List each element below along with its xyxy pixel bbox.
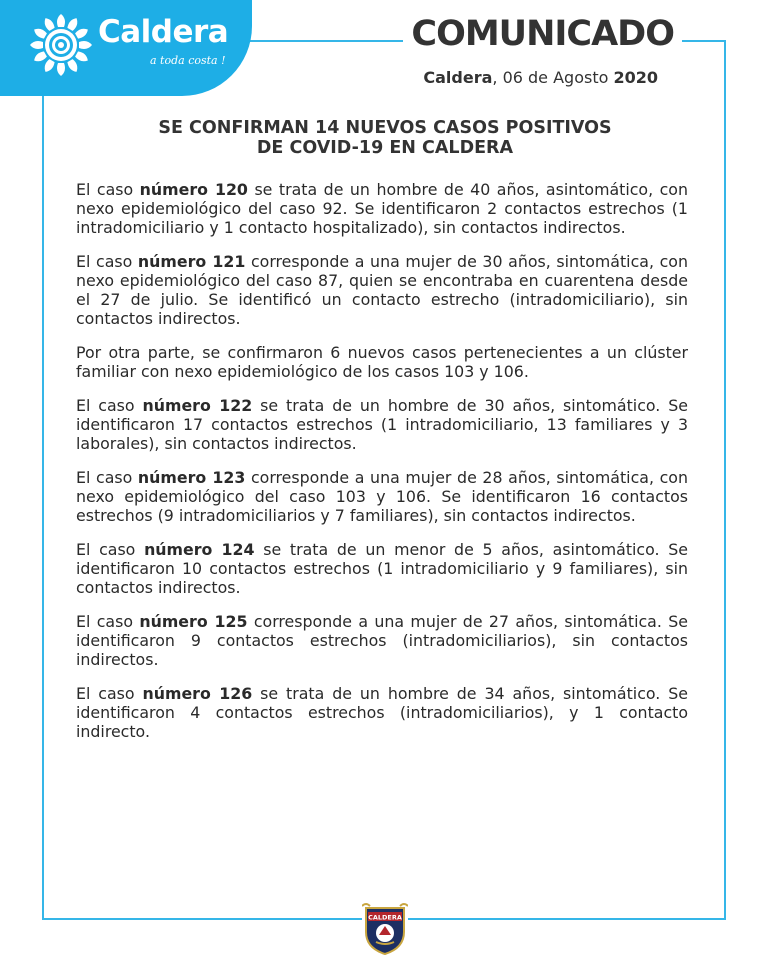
paragraph-text: El caso bbox=[76, 180, 140, 199]
caldera-logo bbox=[0, 0, 252, 96]
paragraph-text: Por otra parte, se confirmaron 6 nuevos casos pertenecientes a un clúster familiar con nexo epidemiológico de los casos 103 y 106. bbox=[76, 343, 688, 381]
headline-line-2: DE COVID-19 EN CALDERA bbox=[256, 138, 514, 158]
case-number: número 122 bbox=[142, 396, 253, 415]
headline bbox=[90, 118, 680, 158]
paragraph-text: El caso bbox=[76, 396, 143, 415]
logo-tagline: a toda costa ! bbox=[150, 54, 226, 67]
case-number: número 125 bbox=[139, 612, 248, 631]
municipal-crest-icon bbox=[362, 902, 408, 956]
date-city: Caldera bbox=[423, 68, 493, 87]
date-day-month: , 06 de Agosto bbox=[492, 68, 614, 87]
shield-icon bbox=[362, 902, 408, 956]
logo-wordmark: Caldera bbox=[98, 14, 229, 50]
date-line bbox=[423, 68, 658, 87]
paragraph-text: El caso bbox=[76, 612, 140, 631]
paragraph-text: se trata de un menor de 5 años, asintomático. Se identificaron 10 contactos estrechos (1 intradomiciliario y 9 familiares), sin contactos indirectos. bbox=[76, 540, 688, 597]
paragraph-text: corresponde a una mujer de 27 años, sintomática. Se identificaron 9 contactos estrechos (intradomiciliarios), sin contactos indirectos. bbox=[76, 612, 688, 669]
case-number: número 123 bbox=[137, 468, 246, 487]
paragraph bbox=[76, 540, 688, 597]
case-number: número 126 bbox=[142, 684, 253, 703]
paragraph-text: El caso bbox=[76, 468, 138, 487]
paragraph-text: se trata de un hombre de 34 años, sintomático. Se identificaron 4 contactos estrechos (intradomiciliarios), y 1 contacto indirecto. bbox=[76, 684, 688, 741]
case-number: número 124 bbox=[144, 540, 255, 559]
paragraph bbox=[76, 252, 688, 328]
date-year: 2020 bbox=[613, 68, 658, 87]
sun-logo-icon bbox=[28, 12, 94, 78]
paragraph-text: se trata de un hombre de 30 años, sintomático. Se identificaron 17 contactos estrechos (1 intradomiciliario, 13 familiares y 3 laborales), sin contactos indirectos. bbox=[76, 396, 688, 453]
paragraph-text: corresponde a una mujer de 30 años, sintomática, con nexo epidemiológico del caso 87, quien se encontraba en cuarentena desde el 27 de julio. Se identificó un contacto estrecho (intradomiciliario), sin contactos indirectos. bbox=[76, 252, 688, 328]
paragraph-text: se trata de un hombre de 40 años, asintomático, con nexo epidemiológico del caso 92. Se identificaron 2 contactos estrechos (1 intradomiciliario y 1 contacto hospitalizado), sin contactos indirectos. bbox=[76, 180, 688, 237]
paragraph-text: El caso bbox=[76, 684, 143, 703]
paragraph-text: El caso bbox=[76, 252, 138, 271]
paragraph-text: corresponde a una mujer de 28 años, sintomática, con nexo epidemiológico del caso 103 y 106. Se identificaron 16 contactos estrechos (9 intradomiciliarios y 7 familiares), sin contactos indirectos. bbox=[76, 468, 688, 525]
paragraph-text: El caso bbox=[76, 540, 145, 559]
paragraph bbox=[76, 343, 688, 381]
case-number: número 121 bbox=[137, 252, 246, 271]
crest-label: CALDERA bbox=[368, 913, 402, 922]
paragraph bbox=[76, 612, 688, 669]
headline-line-1: SE CONFIRMAN 14 NUEVOS CASOS POSITIVOS bbox=[158, 118, 612, 138]
body-text bbox=[76, 180, 688, 756]
paragraph bbox=[76, 396, 688, 453]
paragraph bbox=[76, 684, 688, 741]
page-title: COMUNICADO bbox=[403, 14, 682, 64]
paragraph bbox=[76, 468, 688, 525]
paragraph bbox=[76, 180, 688, 237]
case-number: número 120 bbox=[139, 180, 248, 199]
